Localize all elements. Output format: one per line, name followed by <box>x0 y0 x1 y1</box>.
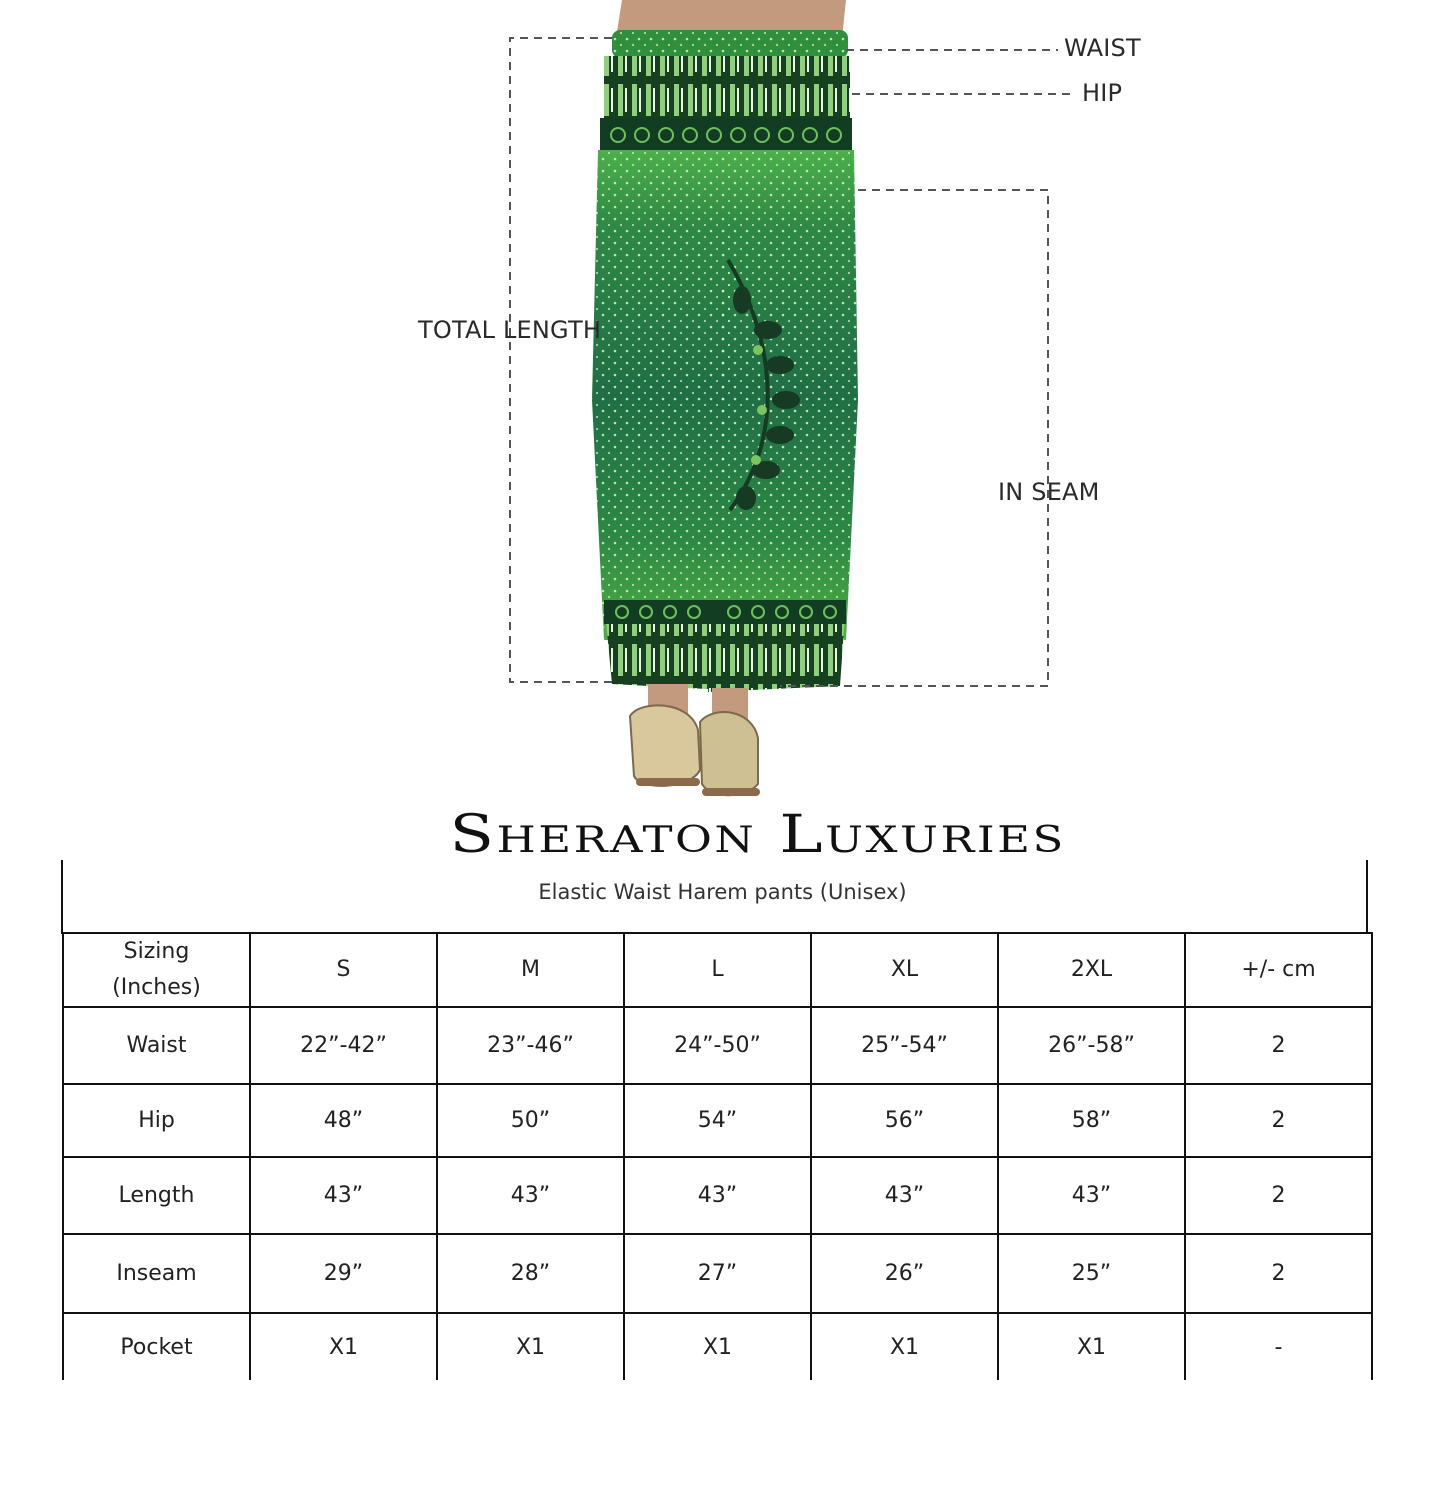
table-cell: X1 <box>437 1313 624 1380</box>
header-size-xl: XL <box>811 933 998 1007</box>
inseam-label: IN SEAM <box>998 478 1100 506</box>
table-cell: 25” <box>998 1234 1185 1313</box>
waistband-pattern <box>604 56 850 122</box>
table-cell: 26” <box>811 1234 998 1313</box>
table-cell: 2 <box>1185 1007 1372 1084</box>
table-cell: 25”-54” <box>811 1007 998 1084</box>
table-row <box>63 1007 1372 1084</box>
table-cell: 48” <box>250 1084 437 1157</box>
table-cell: 43” <box>811 1157 998 1234</box>
header-label-line2: (Inches) <box>112 975 201 1000</box>
table-row <box>63 1313 1372 1380</box>
row-label: Waist <box>63 1007 250 1084</box>
table-cell: 58” <box>998 1084 1185 1157</box>
table-cell: 43” <box>437 1157 624 1234</box>
table-cell: X1 <box>250 1313 437 1380</box>
header-size-l: L <box>624 933 811 1007</box>
table-subtitle: Elastic Waist Harem pants (Unisex) <box>538 880 907 904</box>
table-cell: 50” <box>437 1084 624 1157</box>
table-cell: 43” <box>998 1157 1185 1234</box>
header-label-line1: Sizing <box>123 939 190 964</box>
row-label: Inseam <box>63 1234 250 1313</box>
table-cell: 27” <box>624 1234 811 1313</box>
header-size-2xl: 2XL <box>998 933 1185 1007</box>
waistband-border <box>600 118 852 152</box>
table-cell: 56” <box>811 1084 998 1157</box>
waist-label: WAIST <box>1064 34 1141 62</box>
table-row <box>63 1084 1372 1157</box>
table-cell: 43” <box>624 1157 811 1234</box>
table-cell: 28” <box>437 1234 624 1313</box>
header-size-m: M <box>437 933 624 1007</box>
table-header-row <box>63 933 1372 1007</box>
table-cell: 2 <box>1185 1234 1372 1313</box>
row-label: Hip <box>63 1084 250 1157</box>
table-row <box>63 1157 1372 1234</box>
brand-name: Sheraton Luxuries <box>449 805 1066 865</box>
table-cell: - <box>1185 1313 1372 1380</box>
table-cell: 54” <box>624 1084 811 1157</box>
table-cell: X1 <box>998 1313 1185 1380</box>
table-cell: 2 <box>1185 1084 1372 1157</box>
total-length-label: TOTAL LENGTH <box>418 316 602 344</box>
header-tolerance: +/- cm <box>1185 933 1372 1007</box>
table-cell: 22”-42” <box>250 1007 437 1084</box>
table-cell: 26”-58” <box>998 1007 1185 1084</box>
header-label-cell <box>63 933 250 1007</box>
table-cell: X1 <box>811 1313 998 1380</box>
hip-label: HIP <box>1082 79 1123 107</box>
left-sandal <box>630 705 700 786</box>
row-label: Length <box>63 1157 250 1234</box>
header-size-s: S <box>250 933 437 1007</box>
table-cell: X1 <box>624 1313 811 1380</box>
waistband-dots <box>612 30 848 58</box>
table-cell: 24”-50” <box>624 1007 811 1084</box>
table-cell: 43” <box>250 1157 437 1234</box>
table-cell: 2 <box>1185 1157 1372 1234</box>
row-label: Pocket <box>63 1313 250 1380</box>
right-sandal <box>700 712 758 795</box>
table-cell: 29” <box>250 1234 437 1313</box>
size-chart-table <box>62 932 1373 1380</box>
table-row <box>63 1234 1372 1313</box>
table-cell: 23”-46” <box>437 1007 624 1084</box>
